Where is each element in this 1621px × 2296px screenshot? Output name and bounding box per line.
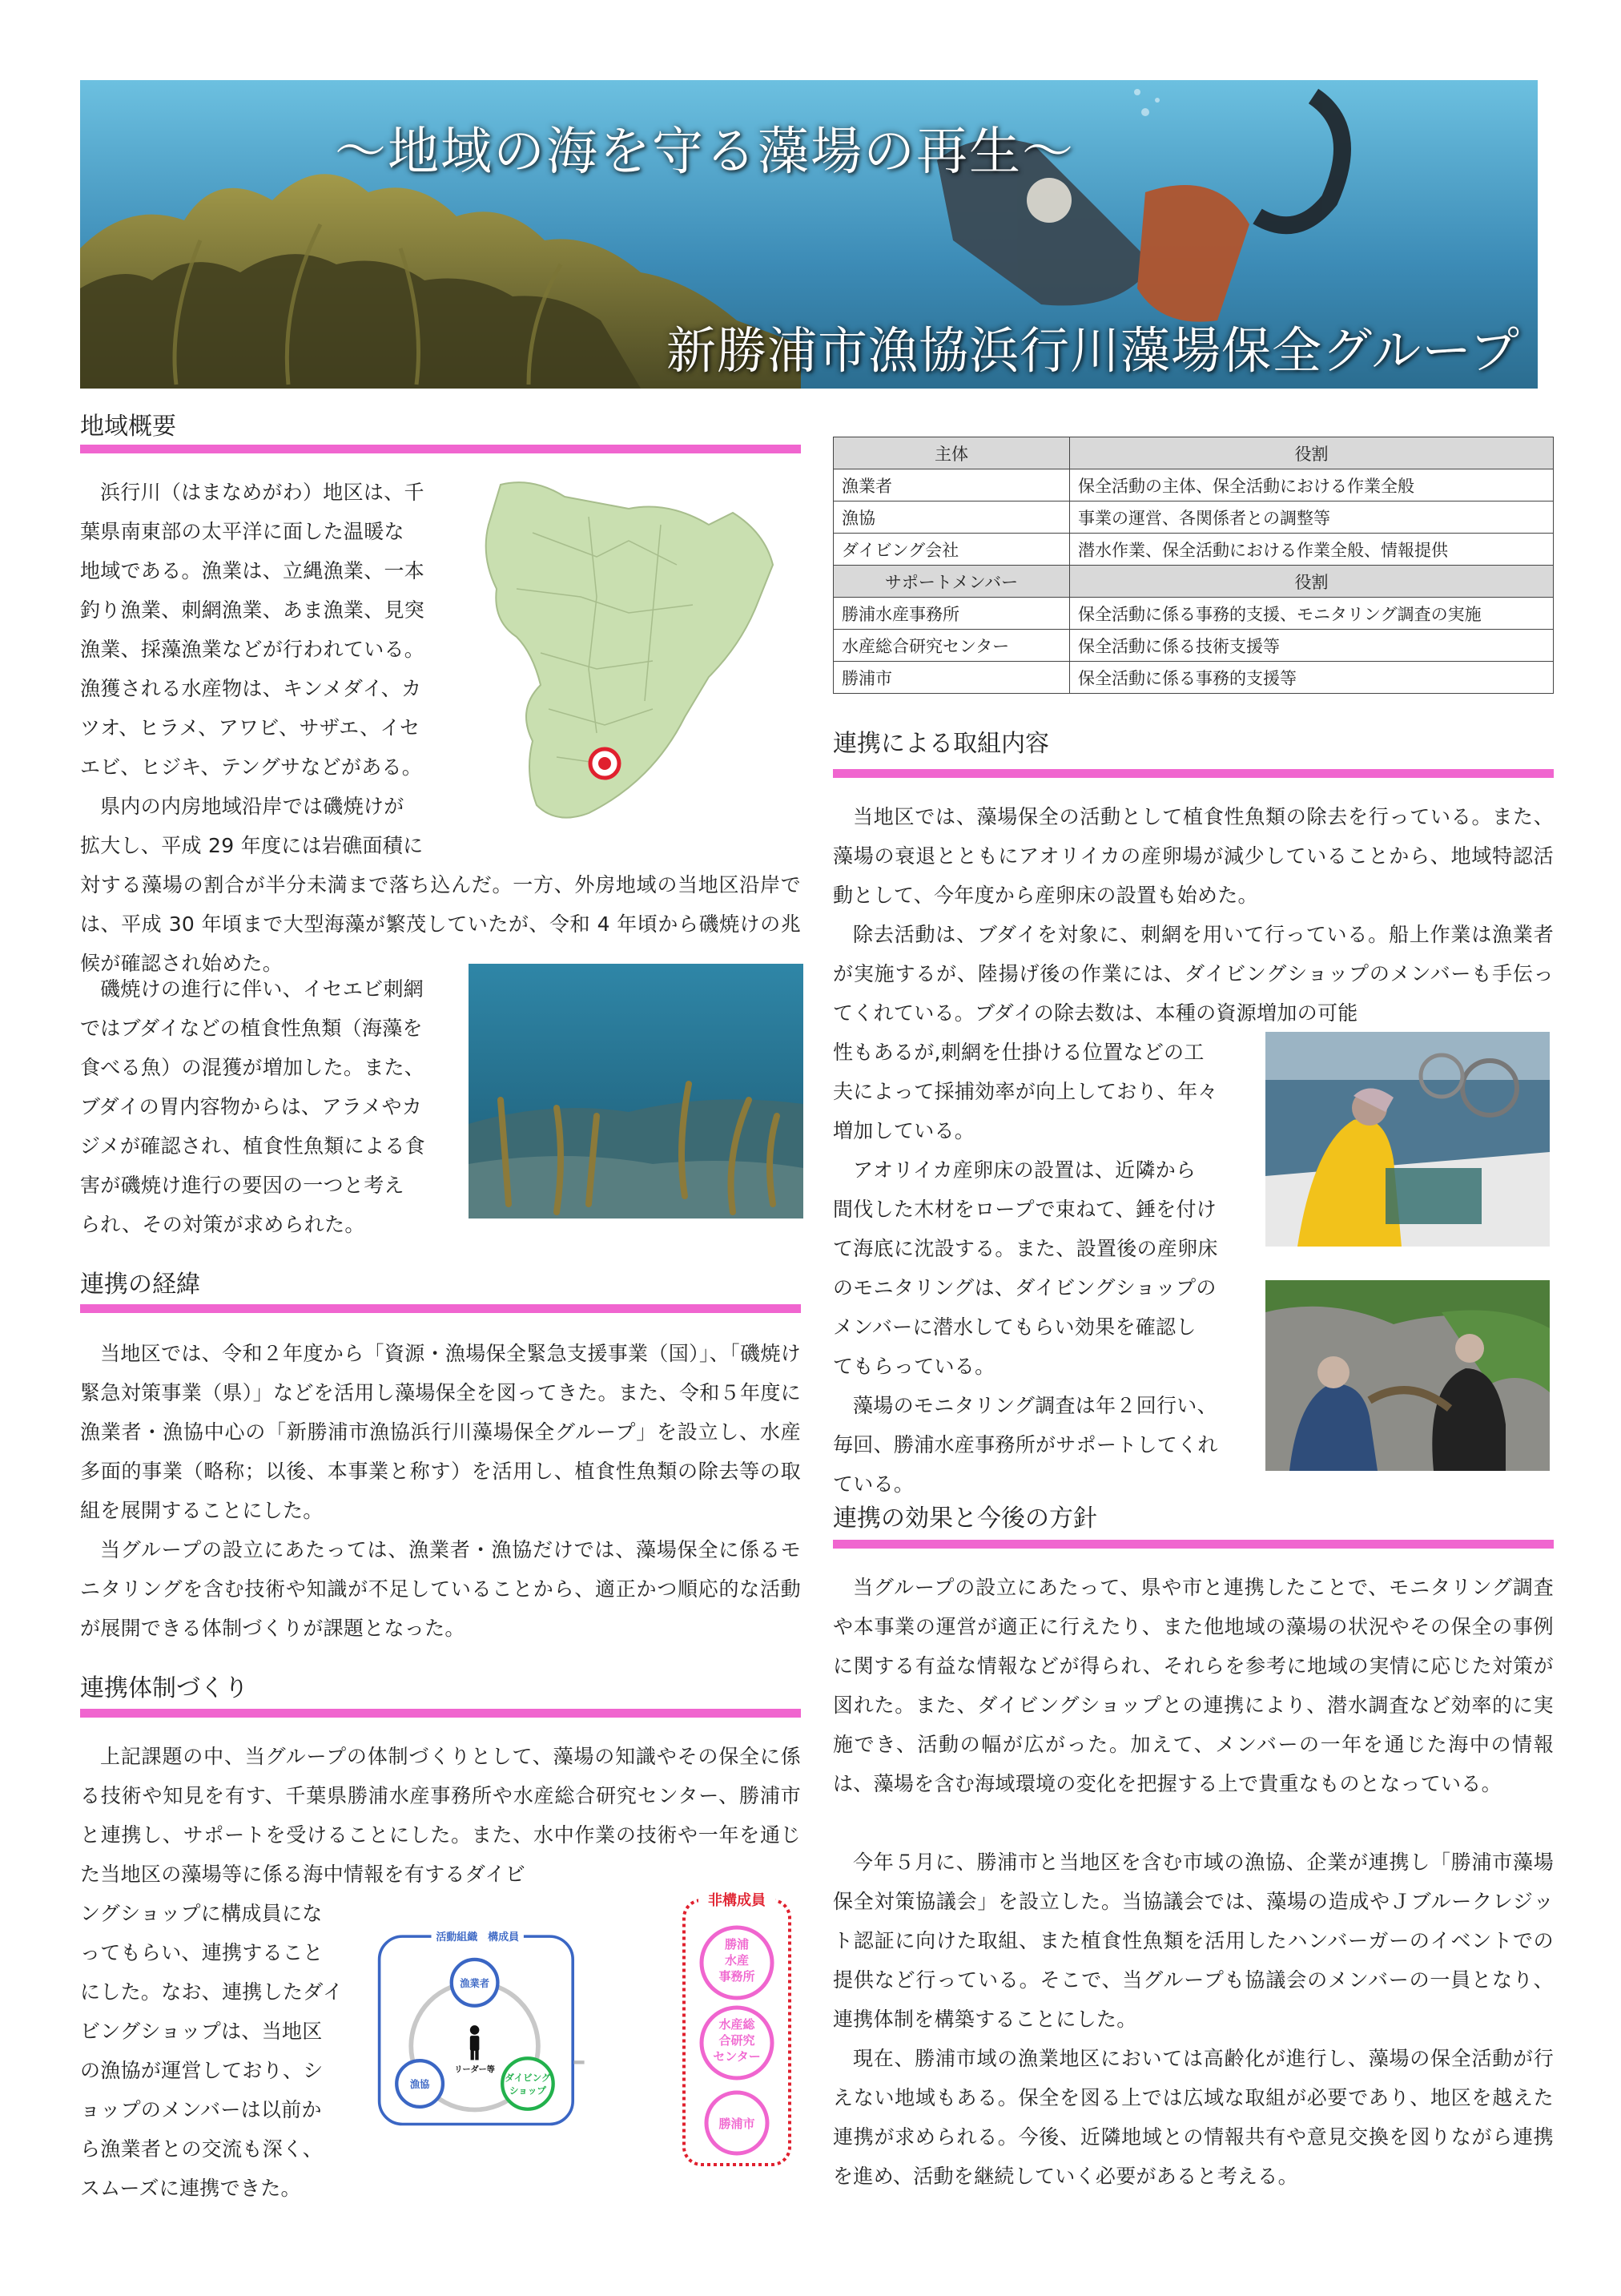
structure-paragraph-1: 上記課題の中、当グループの体制づくりとして、藻場の知識やその保全に係る技術や知見を有す、千葉県勝浦水産事務所や水産総合研究センター、勝浦市と連携し、サポートを受けることにした。また、水中作業の技術や一年を通じた当地区の藻場等に係る海中情報を有するダイビ xyxy=(80,1745,801,1886)
text-line: 地域である。漁業は、立縄漁業、一本 xyxy=(80,559,425,582)
spawning-bed-photo xyxy=(1265,1280,1550,1471)
text-line: ている。 xyxy=(833,1472,915,1496)
diving-label-1: ダイビング xyxy=(505,2072,551,2084)
text-line: られ、その対策が求められた。 xyxy=(80,1213,365,1236)
section-underline xyxy=(833,1540,1554,1549)
text-line: のモニタリングは、ダイビングショップの xyxy=(833,1276,1217,1299)
svg-text:勝浦市: 勝浦市 xyxy=(718,2117,755,2131)
organization-diagram xyxy=(376,1891,677,2167)
text-line: てもらっている。 xyxy=(833,1355,996,1378)
section-heading-structure: 連携体制づくり xyxy=(80,1674,248,1702)
roles-table xyxy=(833,437,1554,694)
effects-paragraph-3: 現在、勝浦市域の漁業地区においては高齢化が進行し、藻場の保全活動が行えない地域もある。保全を図る上では広域な取組が必要であり、地区を越えた連携が求められる。今後、近隣地域との情報共有や意見交換を図りながら連携を進め、活動を継続していく必要があると考える。 xyxy=(833,2047,1554,2188)
text-line: ジメが確認され、植食性魚類による食 xyxy=(80,1134,425,1158)
table-row: 水産総合研究センター 保全活動に係る技術支援等 xyxy=(834,630,1554,662)
text-line: 害が磯焼け進行の要因の一つと考え xyxy=(80,1174,404,1197)
activities-paragraph-2-cont xyxy=(833,1033,1249,1504)
table-row: ダイビング会社 潜水作業、保全活動における作業全般、情報提供 xyxy=(834,534,1554,566)
activities-paragraph-2: 除去活動は、ブダイを対象に、刺網を用いて行っている。船上作業は漁業者が実施するが、陸揚げ後の作業には、ダイビングショップのメンバーも手伝ってくれている。ブダイの除去数は、本種の資源増加の可能 xyxy=(833,923,1554,1025)
person-icon xyxy=(470,2025,480,2060)
text-line: 拡大し、平成 29 年度には岩礁面積に xyxy=(80,834,424,857)
text-line: ングショップに構成員にな xyxy=(80,1902,323,1925)
text-line: 食べる魚）の混獲が増加した。また、 xyxy=(80,1056,425,1079)
org-title: 活動組織 構成員 xyxy=(436,1931,520,1944)
svg-text:合研究: 合研究 xyxy=(718,2033,755,2048)
nonmember-title: 非構成員 xyxy=(708,1892,766,1909)
diving-shop-node xyxy=(502,2058,553,2109)
overview-paragraph-1 xyxy=(80,473,461,865)
table-row: 勝浦水産事務所 保全活動に係る事務的支援、モニタリング調査の実施 xyxy=(834,598,1554,630)
text-line: 浜行川（はまなめがわ）地区は、千 xyxy=(100,481,424,504)
boat-work-photo xyxy=(1265,1032,1550,1247)
header-banner xyxy=(80,80,1538,389)
svg-text:水産総: 水産総 xyxy=(718,2017,755,2032)
text-line: 磯焼けの進行に伴い、イセエビ刺網 xyxy=(100,977,424,1001)
background-paragraph-1: 当地区では、令和２年度から「資源・漁場保全緊急支援事業（国）」、「磯焼け緊急対策事業（県）」などを活用し藻場保全を図ってきた。また、令和５年度に漁業者・漁協中心の「新勝浦市漁協浜行川藻場保全グループ」を設立し、水産多面的事業（略称；以後、本事業と称す）を活用し、植食性魚類の除去等の取組を展開することにした。 xyxy=(80,1342,801,1522)
table-header-row: サポートメンバー 役割 xyxy=(834,566,1554,598)
banner-title: ～地域の海を守る藻場の再生～ xyxy=(335,123,1075,182)
text-line: ョップのメンバーは以前か xyxy=(80,2098,322,2121)
text-line: にした。なお、連携したダイ xyxy=(80,1980,344,2004)
svg-text:勝浦: 勝浦 xyxy=(724,1937,750,1952)
overview-paragraph-2: 対する藻場の割合が半分未満まで落ち込んだ。一方、外房地域の当地区沿岸では、平成 30 年頃まで大型海藻が繁茂していたが、令和 4 年頃から磯焼けの兆候が確認され始めた。 xyxy=(80,873,801,975)
structure-paragraph-1-cont xyxy=(80,1894,360,2208)
text-line: ってもらい、連携すること xyxy=(80,1941,324,1964)
table-header-row: 主体 役割 xyxy=(834,437,1554,469)
non-member-box xyxy=(681,1891,793,2167)
text-line: エビ、ヒジキ、テングサなどがある。 xyxy=(80,755,423,779)
section-heading-activities: 連携による取組内容 xyxy=(833,730,1049,758)
text-line: 釣り漁業、刺網漁業、あま漁業、見突 xyxy=(80,598,425,622)
text-line: て海底に沈設する。また、設置後の産卵床 xyxy=(833,1237,1218,1260)
text-line: 間伐した木材をロープで束ねて、錘を付け xyxy=(833,1198,1217,1221)
table-row: 漁業者 保全活動の主体、保全活動における作業全般 xyxy=(834,469,1554,501)
section-heading-effects: 連携の効果と今後の方針 xyxy=(833,1504,1097,1533)
background-paragraph-2: 当グループの設立にあたっては、漁業者・漁協だけでは、藻場保全に係るモニタリングを含む技術や知識が不足していることから、適正かつ順応的な活動が展開できる体制づくりが課題となった。 xyxy=(80,1538,801,1640)
text-line: ツオ、ヒラメ、アワビ、サザエ、イセ xyxy=(80,716,420,739)
chiba-map xyxy=(469,469,805,845)
text-line: 毎回、勝浦水産事務所がサポートしてくれ xyxy=(833,1433,1218,1456)
leader-label: リーダー等 xyxy=(454,2065,495,2075)
svg-text:水産: 水産 xyxy=(724,1953,750,1968)
text-line: ら漁業者との交流も深く、 xyxy=(80,2137,324,2161)
text-line: ブダイの胃内容物からは、アラメやカ xyxy=(80,1095,423,1118)
effects-paragraph-1: 当グループの設立にあたって、県や市と連携したことで、モニタリング調査や本事業の運営が適正に行えたり、また他地域の藻場の状況やその保全の事例に関する有益な情報などが得られ、それらを参考に地域の実情に応じた対策が図れた。また、ダイビングショップとの連携により、潜水調査など効率的に実施でき、活動の幅が広がった。加えて、メンバーの一年を通じた海中の情報は、藻場を含む海域環境の変化を把握する上で貴重なものとなっている。 xyxy=(833,1576,1554,1795)
section-underline xyxy=(80,1709,801,1718)
overview-paragraph-3 xyxy=(80,969,457,1244)
text-line: 漁業、採藻漁業などが行われている。 xyxy=(80,638,425,661)
text-line: アオリイカ産卵床の設置は、近隣から xyxy=(853,1158,1197,1182)
text-line: 性もあるが,刺網を仕掛ける位置などの工 xyxy=(833,1041,1205,1064)
table-row: 漁協 事業の運営、各関係者との調整等 xyxy=(834,501,1554,534)
section-heading-background: 連携の経緯 xyxy=(80,1271,200,1299)
text-line: 県内の内房地域沿岸では磯焼けが xyxy=(100,795,404,818)
barren-seafloor-photo xyxy=(469,964,803,1218)
svg-text:事務所: 事務所 xyxy=(718,1969,755,1984)
text-line: ではブダイなどの植食性魚類（海藻を xyxy=(80,1017,423,1040)
text-line: 増加している。 xyxy=(833,1119,975,1142)
activities-paragraph-1: 当地区では、藻場保全の活動として植食性魚類の除去を行っている。また、藻場の衰退とともにアオリイカの産卵場が減少していることから、地域特認活動として、今年度から産卵床の設置も始めた。 xyxy=(833,805,1554,907)
group-name: 新勝浦市漁協浜行川藻場保全グループ xyxy=(666,321,1520,380)
text-line: ビングショップは、当地区 xyxy=(80,2020,323,2043)
effects-paragraph-2: 今年５月に、勝浦市と当地区を含む市域の漁協、企業が連携し「勝浦市藻場保全対策協議会」を設立した。当協議会では、藻場の造成やＪブルークレジット認証に向けた取組、また植食性魚類を活用したハンバーガーのイベントでの提供など行っている。そこで、当グループも協議会のメンバーの一員となり、連携体制を構築することにした。 xyxy=(833,1851,1554,2031)
fishers-label: 漁業者 xyxy=(460,1977,489,1989)
text-line: の漁協が運営しており、シ xyxy=(80,2059,324,2082)
svg-text:センター: センター xyxy=(713,2049,761,2064)
coop-label: 漁協 xyxy=(409,2079,430,2091)
diving-label-2: ショップ xyxy=(509,2085,546,2097)
table-row: 勝浦市 保全活動に係る事務的支援等 xyxy=(834,662,1554,694)
section-heading-overview: 地域概要 xyxy=(80,413,176,441)
text-line: メンバーに潜水してもらい効果を確認し xyxy=(833,1315,1197,1339)
text-line: 夫によって採捕効率が向上しており、年々 xyxy=(833,1080,1218,1103)
section-underline xyxy=(80,445,801,453)
text-line: 葉県南東部の太平洋に面した温暖な xyxy=(80,520,404,543)
section-underline xyxy=(80,1304,801,1313)
section-underline xyxy=(833,769,1554,778)
text-line: 漁獲される水産物は、キンメダイ、カ xyxy=(80,677,422,700)
text-line: スムーズに連携できた。 xyxy=(80,2177,301,2200)
text-line: 藻場のモニタリング調査は年２回行い、 xyxy=(853,1394,1217,1417)
